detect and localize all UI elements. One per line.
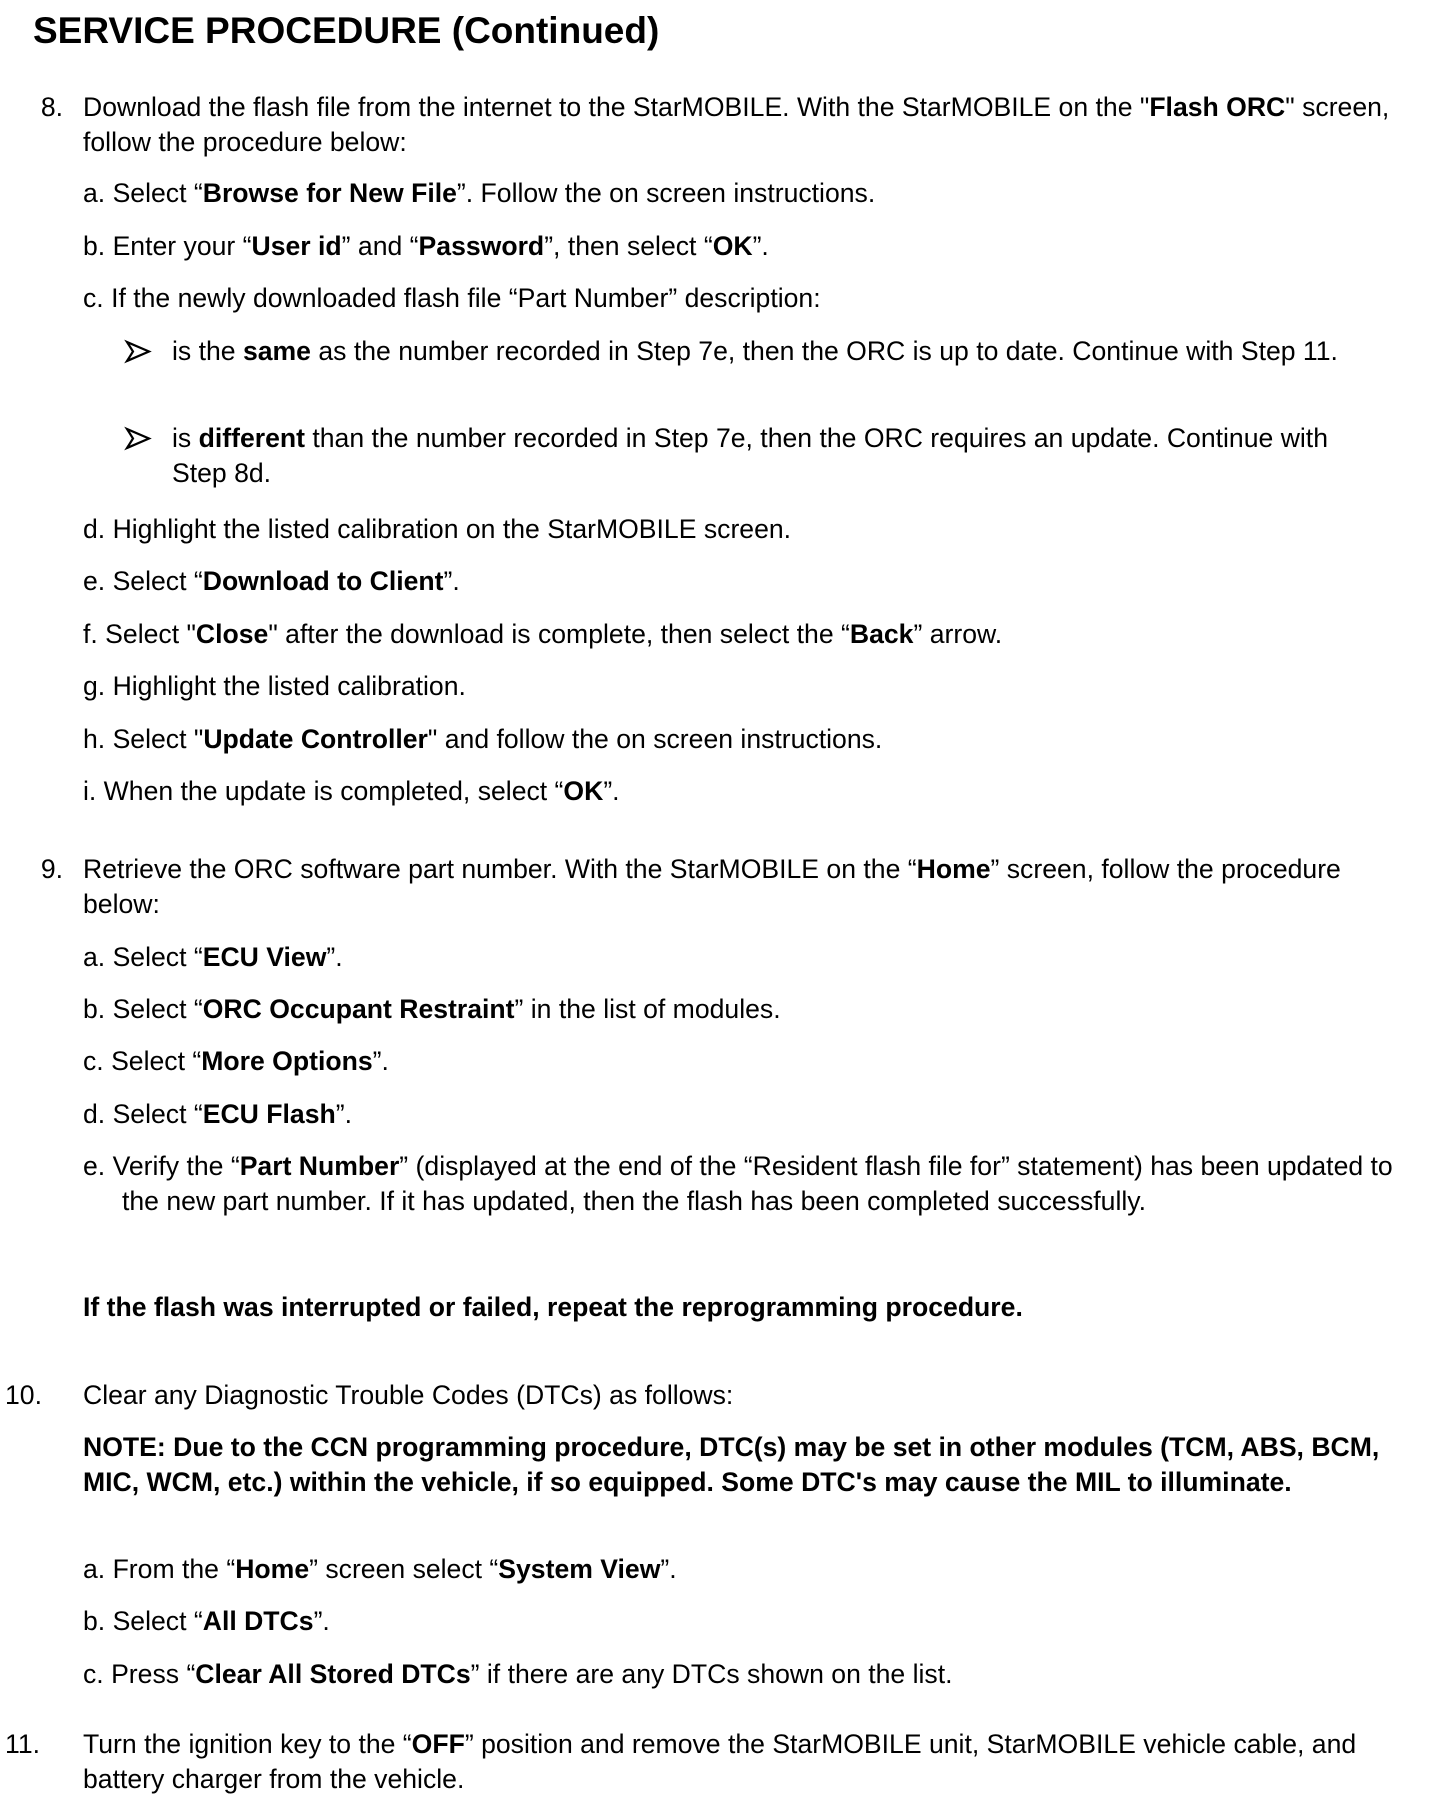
substep-8b: b. Enter your “User id” and “Password”, then select “OK”. (83, 231, 769, 261)
page-title: SERVICE PROCEDURE (Continued) (33, 10, 660, 51)
bullet-item: is different than the number recorded in Step 7e, then the ORC requires an update. Continue with Step 8d. (172, 421, 1350, 491)
arrow-bullet-icon (123, 334, 153, 369)
substep-8d: d. Highlight the listed calibration on the StarMOBILE screen. (83, 514, 792, 544)
step-10 (5, 1378, 1410, 1413)
substep-9b: b. Select “ORC Occupant Restraint” in the list of modules. (83, 994, 781, 1024)
substep-8c: c. If the newly downloaded flash file “Part Number” description: (83, 283, 821, 313)
substep-9c: c. Select “More Options”. (83, 1046, 389, 1076)
step-8 (40, 90, 1410, 160)
substep-9e: e. Verify the “Part Number” (displayed at the end of the “Resident flash file for” statement) has been updated to the new part number. If it has updated, then the flash has been completed successfully. (83, 1151, 1393, 1216)
substep-8h: h. Select "Update Controller" and follow the on screen instructions. (83, 724, 883, 754)
warning-note: If the flash was interrupted or failed, repeat the reprogramming procedure. (83, 1292, 1023, 1322)
step-text: Download the flash file from the internet to the StarMOBILE. With the StarMOBILE on the "Flash ORC" screen, follow the procedure below: (83, 92, 1390, 157)
bullet-item: is the same as the number recorded in Step 7e, then the ORC is up to date. Continue with Step 11. (172, 334, 1410, 369)
substep-8g: g. Highlight the listed calibration. (83, 671, 466, 701)
substep-8f: f. Select "Close" after the download is complete, then select the “Back” arrow. (83, 619, 1003, 649)
substep-8a: a. Select “Browse for New File”. Follow the on screen instructions. (83, 178, 876, 208)
step-text: Retrieve the ORC software part number. With the StarMOBILE on the “Home” screen, follow the procedure below: (83, 854, 1341, 919)
substep-10b: b. Select “All DTCs”. (83, 1606, 330, 1636)
substep-10c: c. Press “Clear All Stored DTCs” if there are any DTCs shown on the list. (83, 1659, 953, 1689)
arrow-bullet-icon (123, 421, 153, 456)
substep-8e: e. Select “Download to Client”. (83, 566, 460, 596)
step-number: 11. (5, 1729, 40, 1759)
substep-10a: a. From the “Home” screen select “System View”. (83, 1554, 677, 1584)
step-text: Turn the ignition key to the “OFF” position and remove the StarMOBILE unit, StarMOBILE vehicle cable, and battery charger from the vehicle. (83, 1729, 1357, 1794)
step-number: 10. (5, 1380, 42, 1410)
substep-8i: i. When the update is completed, select “OK”. (83, 776, 620, 806)
step-number: 9. (40, 854, 63, 884)
step-9 (40, 852, 1410, 922)
note: NOTE: Due to the CCN programming procedure, DTC(s) may be set in other modules (TCM, ABS, BCM, MIC, WCM, etc.) within the vehicle, if so equipped. Some DTC's may cause the MIL to illuminate. (83, 1432, 1380, 1497)
substep-9d: d. Select “ECU Flash”. (83, 1099, 352, 1129)
step-number: 8. (40, 92, 63, 122)
step-text: Clear any Diagnostic Trouble Codes (DTCs) as follows: (83, 1380, 734, 1410)
substep-9a: a. Select “ECU View”. (83, 942, 343, 972)
step-11 (5, 1727, 1410, 1797)
